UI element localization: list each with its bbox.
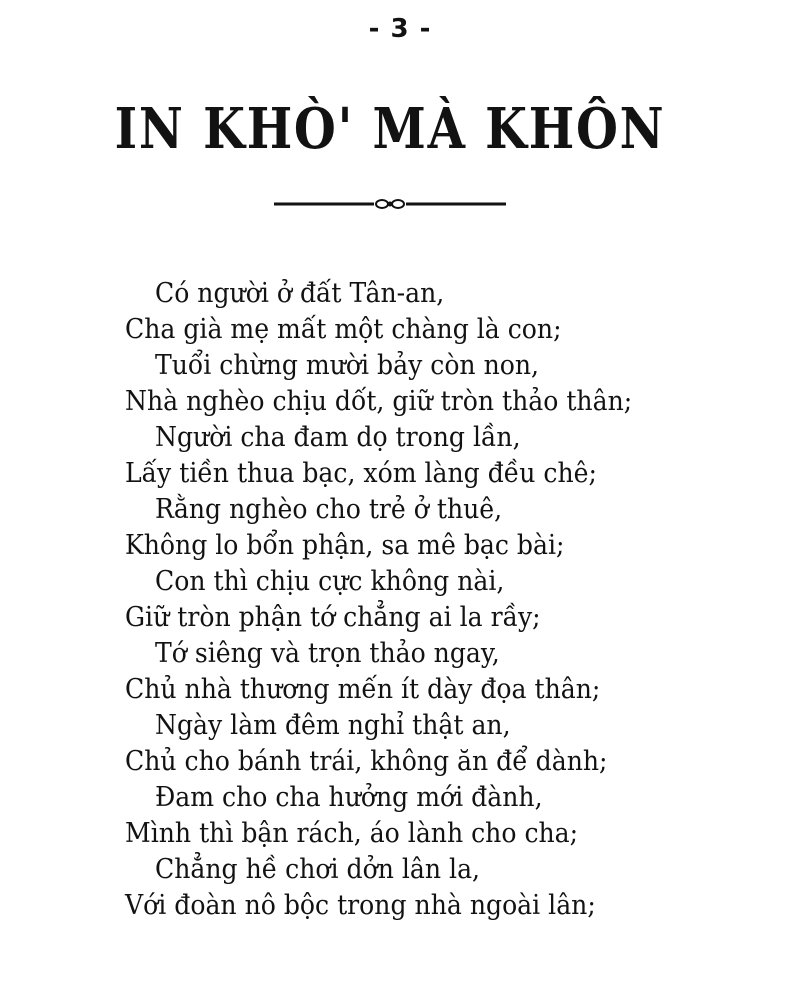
page-number: - 3 - [368,14,432,44]
poem-line: Nhà nghèo chịu dốt, giữ tròn thảo thân; [125,386,633,417]
poem-line: Cha già mẹ mất một chàng là con; [125,314,562,345]
poem-line: Với đoàn nô bộc trong nhà ngoài lân; [125,890,596,921]
poem-line: Có người ở đất Tân-an, [155,278,445,309]
poem-line: Mình thì bận rách, áo lành cho cha; [125,818,579,849]
poem-line: Không lo bổn phận, sa mê bạc bài; [125,530,565,561]
poem-line: Ngày làm đêm nghỉ thật an, [155,710,511,741]
poem-line: Giữ tròn phận tớ chẳng ai la rầy; [125,602,541,633]
poem-line: Tuổi chừng mười bảy còn non, [155,350,540,381]
ornament-divider [270,192,510,216]
poem-line: Chủ cho bánh trái, không ăn để dành; [125,746,608,777]
poem-line: Người cha đam dọ trong lần, [155,422,521,453]
poem-line: Đam cho cha hưởng mới đành, [155,782,543,813]
poem-line: Lấy tiền thua bạc, xóm làng đều chê; [125,458,597,489]
poem-line: Chẳng hề chơi dởn lân la, [155,854,481,885]
poem-line: Tớ siêng và trọn thảo ngay, [155,638,500,669]
page-title: IN KHÒ' MÀ KHÔN [114,96,666,162]
poem-line: Chủ nhà thương mến ít dày đọa thân; [125,674,601,705]
poem-line: Con thì chịu cực không nài, [155,566,505,597]
poem-line: Rằng nghèo cho trẻ ở thuê, [155,494,503,525]
